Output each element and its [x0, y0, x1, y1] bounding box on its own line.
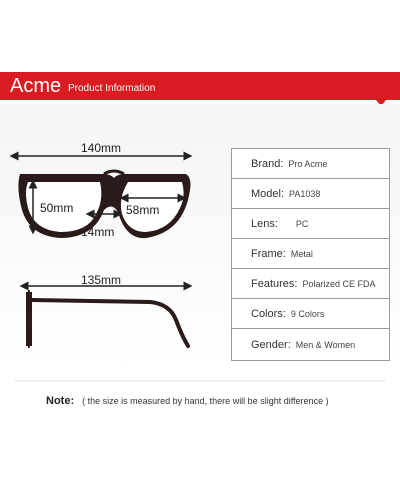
- temple-length-label: 135mm: [80, 273, 122, 287]
- lens-width-label: 58mm: [126, 203, 160, 217]
- spec-row-lens: Lens: PC: [232, 209, 389, 239]
- glasses-side-view: [26, 290, 188, 348]
- measurement-note: [46, 395, 329, 407]
- lens-height-label: 50mm: [40, 201, 74, 215]
- temple-length-dimension: [24, 273, 188, 287]
- spec-row-colors: Colors: 9 Colors: [232, 299, 389, 329]
- brand-name: Acme: [10, 75, 62, 97]
- total-width-dimension: [14, 141, 188, 156]
- note-text: ( the size is measured by hand, there will be slight difference ): [82, 396, 329, 406]
- spec-table: [231, 148, 390, 361]
- spec-row-frame: Frame: Metal: [232, 239, 389, 269]
- spec-row-gender: Gender: Men & Women: [251, 338, 356, 351]
- spec-row-features: Features: Polarized CE FDA: [232, 269, 389, 299]
- spec-row-model: Model: PA1038: [232, 179, 389, 209]
- spec-row-brand: Brand: Pro Acme: [232, 149, 389, 179]
- note-label: Note:: [46, 395, 75, 407]
- header-subtitle: Product Information: [68, 83, 156, 94]
- bridge-label: 14mm: [81, 225, 115, 239]
- total-width-label: 140mm: [80, 141, 122, 155]
